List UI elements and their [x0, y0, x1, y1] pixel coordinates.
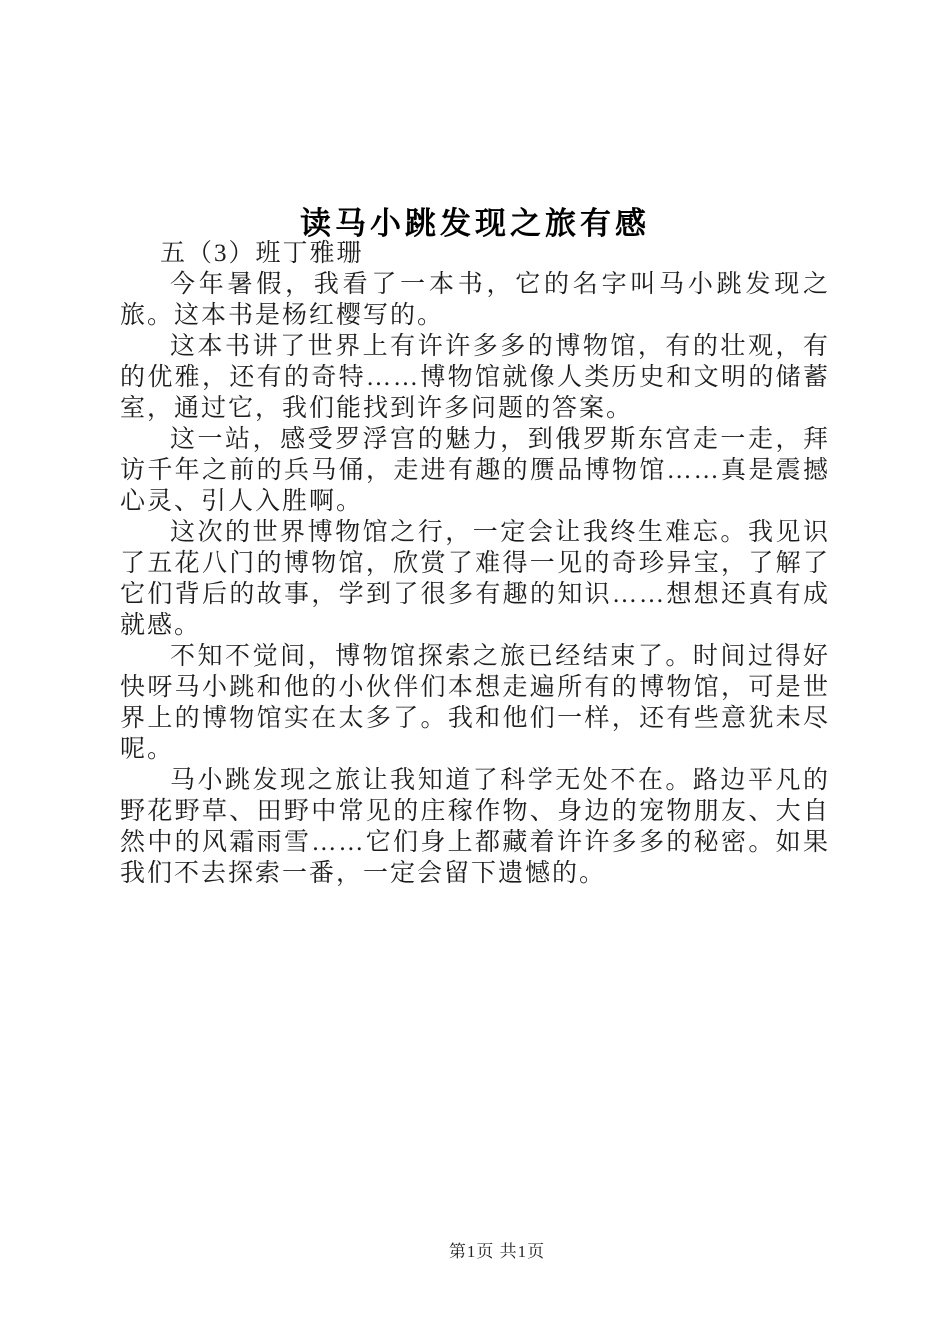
paragraph: 不知不觉间，博物馆探索之旅已经结束了。时间过得好快呀马小跳和他的小伙伴们本想走遍所有的博物馆，可是世界上的博物馆实在太多了。我和他们一样，还有些意犹未尽呢。 [120, 643, 830, 763]
author-byline: 五（3）班丁雅珊 [160, 240, 364, 267]
paragraph: 这次的世界博物馆之行，一定会让我终生难忘。我见识了五花八门的博物馆，欣赏了难得一见的奇珍异宝，了解了它们背后的故事，学到了很多有趣的知识……想想还真有成就感。 [120, 519, 830, 639]
document-body [120, 238, 830, 889]
page-number-footer: 第1页 共1页 [448, 1242, 546, 1261]
paragraph: 这一站，感受罗浮宫的魅力，到俄罗斯东宫走一走，拜访千年之前的兵马俑，走进有趣的赝品博物馆……真是震撼心灵、引人入胜啊。 [120, 426, 830, 515]
paragraph: 这本书讲了世界上有许许多多的博物馆，有的壮观，有的优雅，还有的奇特……博物馆就像人类历史和文明的储蓄室，通过它，我们能找到许多问题的答案。 [120, 333, 830, 422]
document-title: 读马小跳发现之旅有感 [300, 205, 650, 241]
paragraph: 今年暑假，我看了一本书，它的名字叫马小跳发现之旅。这本书是杨红樱写的。 [120, 271, 830, 329]
paragraph: 马小跳发现之旅让我知道了科学无处不在。路边平凡的野花野草、田野中常见的庄稼作物、身边的宠物朋友、大自然中的风霜雨雪……它们身上都藏着许许多多的秘密。如果我们不去探索一番，一定会留下遗憾的。 [120, 767, 830, 887]
